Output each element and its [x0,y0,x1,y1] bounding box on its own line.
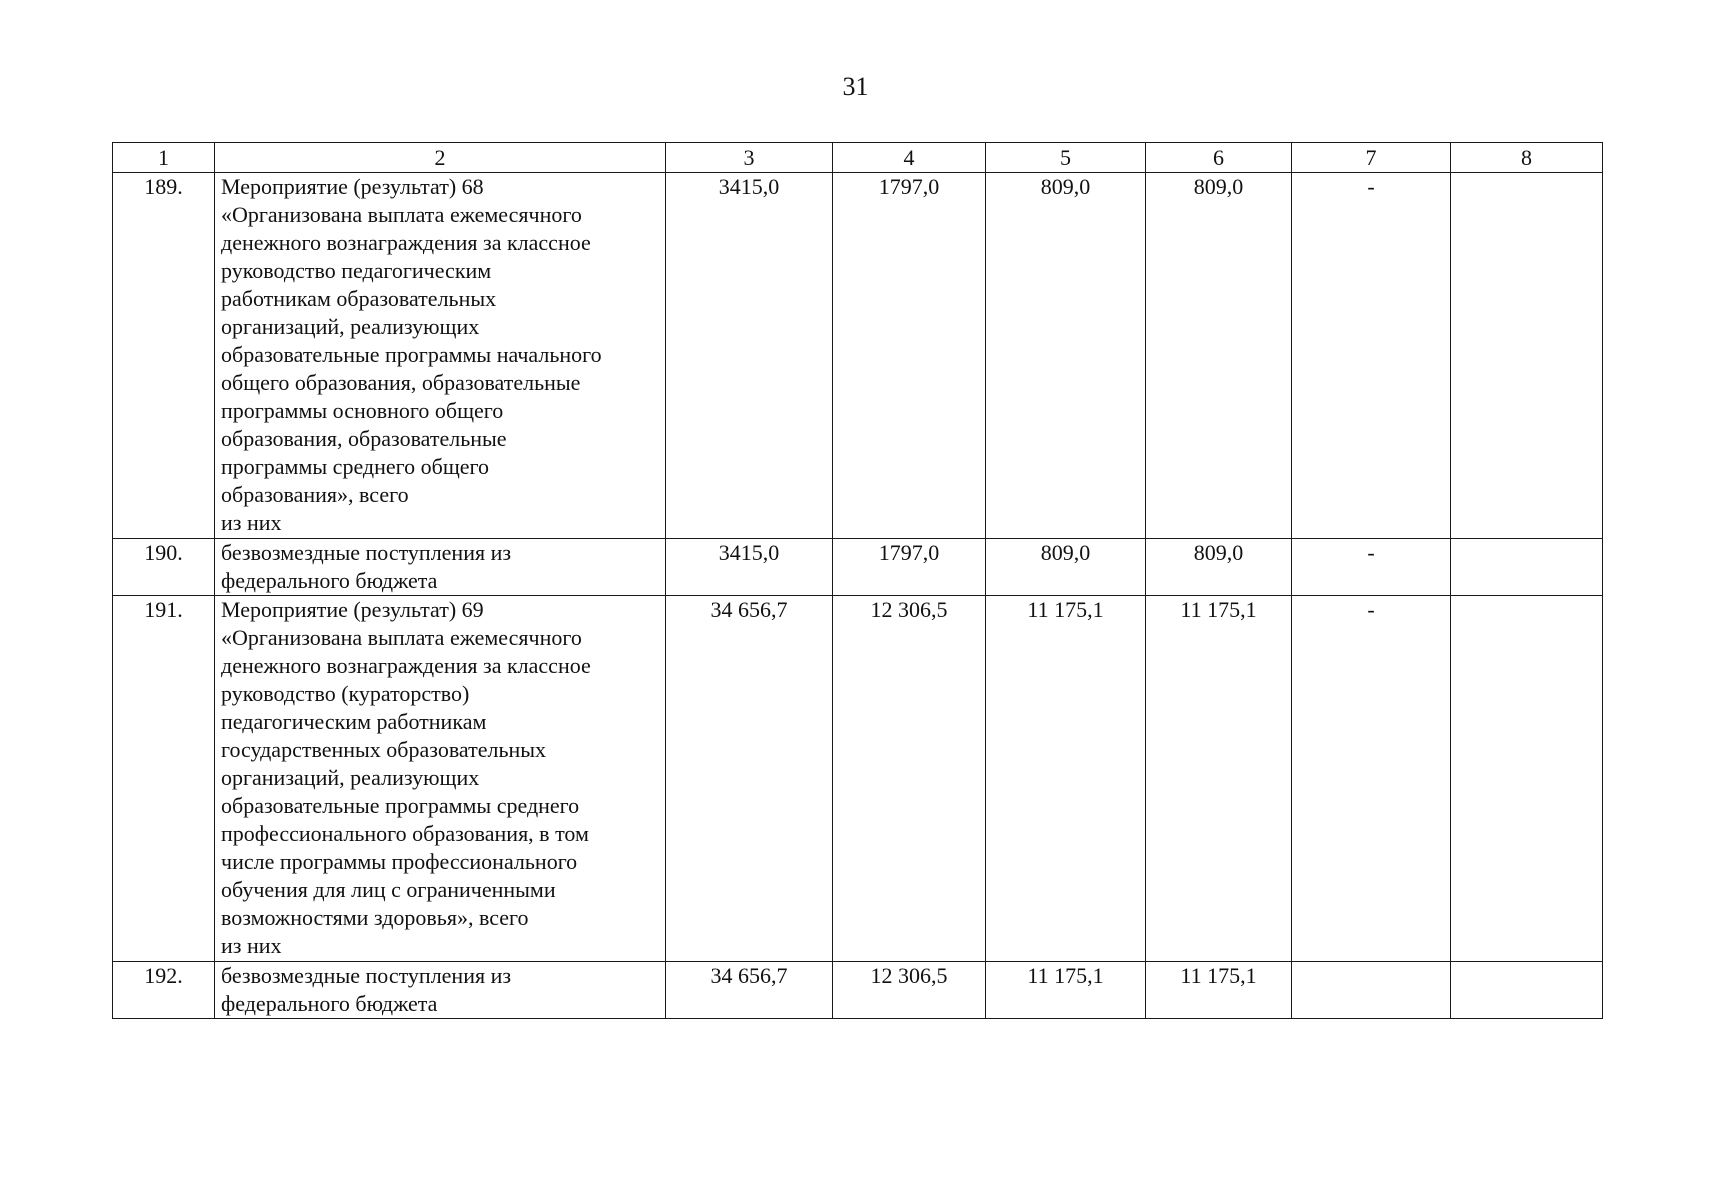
description-line: организаций, реализующих [221,314,480,339]
description-line: из них [221,510,282,535]
cell-col-8 [1451,596,1603,962]
description-line: «Организована выплата ежемесячного [221,625,582,650]
header-cell-1: 1 [113,143,215,173]
description-line: профессионального образования, в том [221,821,589,846]
cell-col-7: - [1292,539,1451,596]
description-line: работникам образовательных [221,286,497,311]
cell-col-3: 3415,0 [666,173,833,539]
cell-col-7: - [1292,596,1451,962]
cell-col-6: 11 175,1 [1146,596,1292,962]
description-line: руководство педагогическим [221,258,492,283]
row-number: 191. [113,596,215,962]
table-row [113,962,1603,1019]
header-cell-3: 3 [666,143,833,173]
cell-col-7: - [1292,173,1451,539]
cell-col-6: 809,0 [1146,539,1292,596]
description-line: образовательные программы среднего [221,793,580,818]
description-line: руководство (кураторство) [221,681,470,706]
cell-col-8 [1451,962,1603,1019]
description-line: «Организована выплата ежемесячного [221,202,582,227]
description-line: организаций, реализующих [221,765,480,790]
row-number: 189. [113,173,215,539]
description-line: государственных образовательных [221,737,547,762]
cell-col-4: 12 306,5 [833,962,986,1019]
header-cell-7: 7 [1292,143,1451,173]
table-row [113,539,1603,596]
cell-col-6: 11 175,1 [1146,962,1292,1019]
cell-col-5: 11 175,1 [986,596,1146,962]
header-cell-6: 6 [1146,143,1292,173]
description-line: из них [221,933,282,958]
description-line: возможностями здоровья», всего [221,905,529,930]
row-description [215,596,666,962]
description-line: Мероприятие (результат) 68 [221,174,484,199]
cell-col-8 [1451,539,1603,596]
header-cell-4: 4 [833,143,986,173]
row-number: 190. [113,539,215,596]
header-cell-8: 8 [1451,143,1603,173]
row-description [215,962,666,1019]
description-line: программы основного общего [221,398,504,423]
cell-col-3: 34 656,7 [666,596,833,962]
description-line: федерального бюджета [221,568,438,593]
description-line: педагогическим работникам [221,709,487,734]
row-description [215,539,666,596]
cell-col-4: 1797,0 [833,173,986,539]
description-line: образования, образовательные [221,426,507,451]
header-cell-2: 2 [215,143,666,173]
description-line: обучения для лиц с ограниченными [221,877,556,902]
description-line: безвозмездные поступления из [221,963,512,988]
cell-col-5: 809,0 [986,539,1146,596]
table-row [113,173,1603,539]
table-row [113,596,1603,962]
description-line: программы среднего общего [221,454,490,479]
row-description [215,173,666,539]
cell-col-4: 12 306,5 [833,596,986,962]
cell-col-8 [1451,173,1603,539]
description-line: Мероприятие (результат) 69 [221,597,484,622]
header-cell-5: 5 [986,143,1146,173]
description-line: безвозмездные поступления из [221,540,512,565]
cell-col-3: 34 656,7 [666,962,833,1019]
description-line: денежного вознаграждения за классное [221,230,591,255]
page-number: 31 [842,72,869,101]
description-line: федерального бюджета [221,991,438,1016]
cell-col-5: 809,0 [986,173,1146,539]
header-row [113,143,1603,173]
row-number: 192. [113,962,215,1019]
description-line: общего образования, образовательные [221,370,581,395]
description-line: числе программы профессионального [221,849,578,874]
cell-col-6: 809,0 [1146,173,1292,539]
cell-col-7 [1292,962,1451,1019]
cell-col-3: 3415,0 [666,539,833,596]
cell-col-5: 11 175,1 [986,962,1146,1019]
description-line: образования», всего [221,482,409,507]
budget-table [112,142,1603,1019]
description-line: образовательные программы начального [221,342,602,367]
description-line: денежного вознаграждения за классное [221,653,591,678]
cell-col-4: 1797,0 [833,539,986,596]
